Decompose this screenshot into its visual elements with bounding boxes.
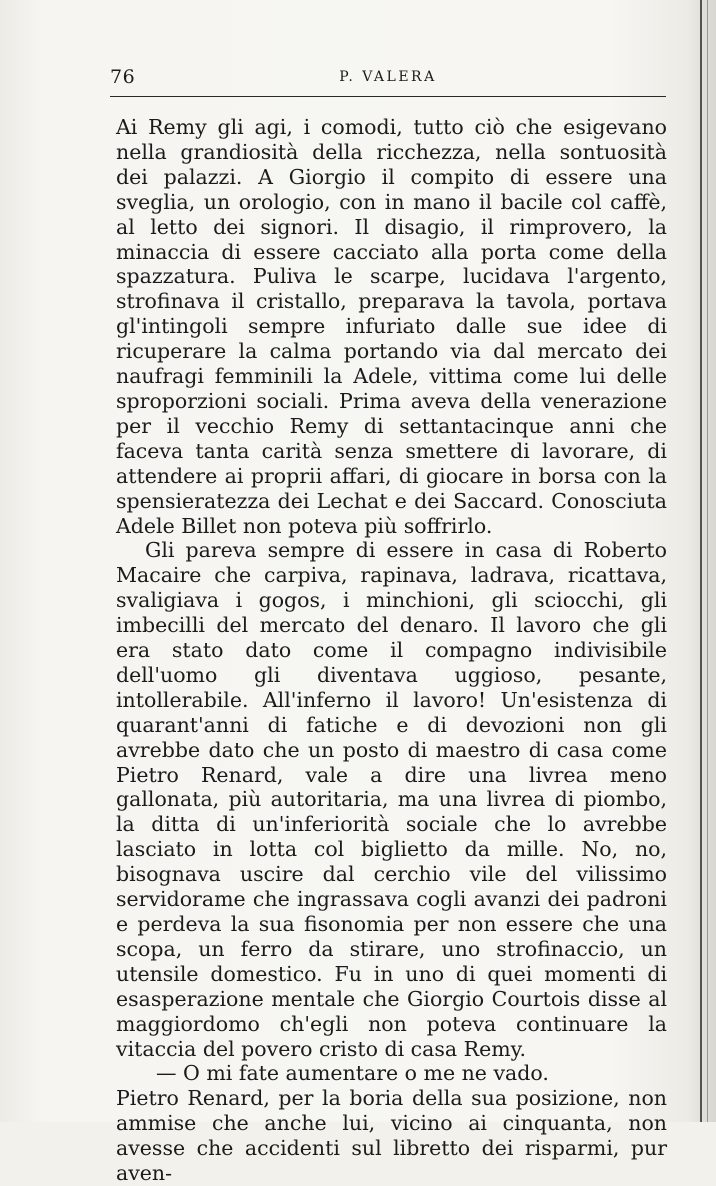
paragraph-1: Ai Remy gli agi, i comodi, tutto ciò che esigevano nella grandiosità della ricchezza, nella sontuosità dei palazzi. A Giorgio il compito di essere una sveglia, un orologio, con in mano il bacile col caffè, al letto dei signori. Il disagio, il rimprovero, la minaccia di essere cacciato alla porta come della spazzatura. Puliva le scarpe, lucidava l'argento, strofinava il cristallo, preparava la tavola, portava gl'intingoli sempre infuriato dalle sue idee di ricuperare la calma portando via dal mercato dei naufragi femminili la Adele, vittima come lui delle sproporzioni sociali. Prima aveva della venerazione per il vecchio Remy di settantacinque anni che faceva tanta carità senza smettere di lavorare, di attendere ai proprii affari, di giocare in borsa con la spensieratezza dei Lechat e dei Saccard. Conosciuta Adele Billet non poteva più soffrirlo. <box>116 115 667 538</box>
paragraph-2: Gli pareva sempre di essere in casa di Roberto Macaire che carpiva, rapinava, ladrava, ricattava, svaligiava i gogos, i minchioni, gli sciocchi, gli imbecilli del mercato del denaro. Il lavoro che gli era stato dato come il compagno indivisibile dell'uomo gli diventava uggioso, pesante, intollerabile. All'inferno il lavoro! Un'esistenza di quarant'anni di fatiche e di devozioni non gli avrebbe dato che un posto di maestro di casa come Pietro Renard, vale a dire una livrea meno gallonata, più autoritaria, ma una livrea di piombo, la ditta di un'inferiorità sociale che lo avrebbe lasciato in lotta col biglietto da mille. No, no, bisognava uscire dal cerchio vile del vilissimo servidorame che ingrassava cogli avanzi dei padroni e perdeva la sua fisonomia per non essere che una scopa, un ferro da stirare, uno strofinaccio, un utensile domestico. Fu in uno di quei momenti di esasperazione mentale che Giorgio Courtois disse al maggiordomo ch'egli non poteva continuare la vitaccia del povero cristo di casa Remy. <box>116 538 667 1061</box>
page-gutter-shadow <box>707 0 708 1122</box>
page-number: 76 <box>110 66 136 88</box>
running-head: P. VALERA <box>339 69 437 85</box>
page-gutter-line <box>700 0 702 1122</box>
page-header <box>110 66 666 97</box>
body-text <box>116 115 667 1186</box>
paragraph-dialogue: — O mi fate aumentare o me ne vado. <box>156 1061 549 1086</box>
paragraph-4: Pietro Renard, per la boria della sua posizione, non ammise che anche lui, vicino ai cinquanta, non avesse che accidenti sul libretto dei risparmi, pur aven- <box>116 1086 667 1186</box>
